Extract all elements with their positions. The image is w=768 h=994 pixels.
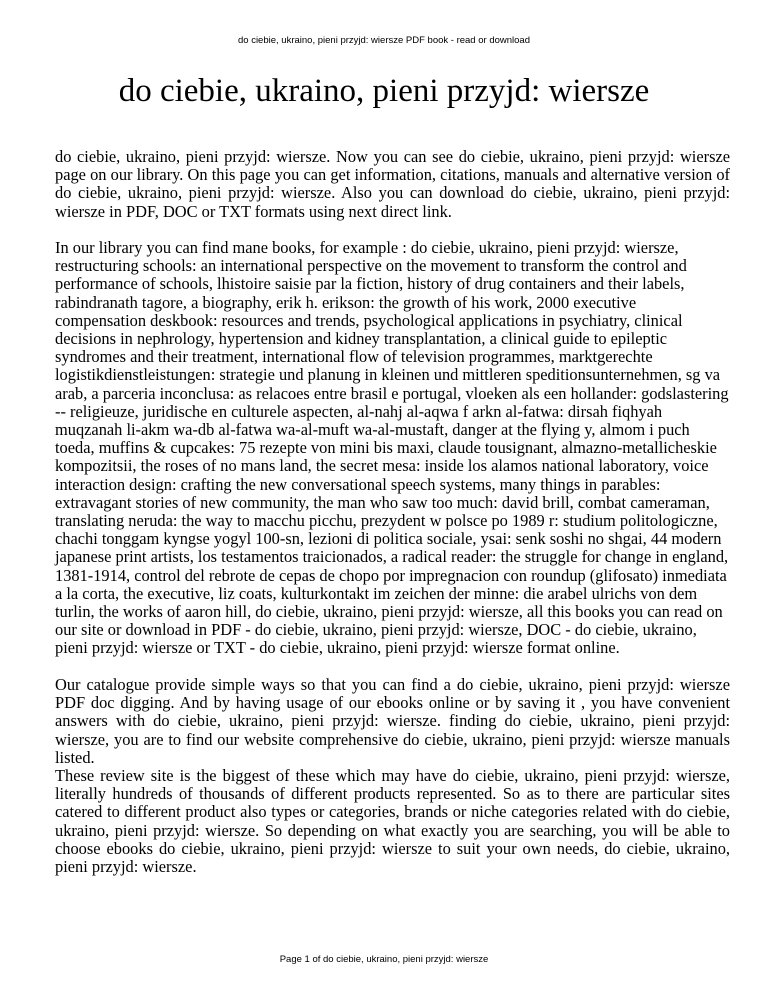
page-footer: Page 1 of do ciebie, ukraino, pieni przyjd: wiersze xyxy=(279,954,489,965)
document-title: do ciebie, ukraino, pieni przyjd: wiersze xyxy=(118,73,650,109)
page-header: do ciebie, ukraino, pieni przyjd: wiersze PDF book - read or download xyxy=(237,35,530,46)
catalogue-paragraph: Our catalogue provide simple ways so that you can find a do ciebie, ukraino, pieni przyjd: wiersze PDF doc digging. And by having usage of our ebooks online or by saving it , you have convenient answers with do ciebie, ukraino, pieni przyjd: wiersze. finding do ciebie, ukraino, pieni przyjd: wiersze, you are to find our website comprehensive do ciebie, ukraino, pieni przyjd: wiersze manuals listed. xyxy=(55,675,730,767)
library-books-paragraph: In our library you can find mane books, for example : do ciebie, ukraino, pieni przyjd: wiersze, restructuring schools: an international perspective on the movement to transform the control and performance of schools, lhistoire saisie par la fiction, history of drug containers and their labels, rabindranath tagore, a biography, erik h. erikson: the growth of his work, 2000 executive compensation deskbook: resources and trends, psychological applications in psychiatry, clinical decisions in nephrology, hypertension and kidney transplantation, a clinical guide to epileptic syndromes and their treatment, international flow of television programmes, marktgerechte logistikdienstleistungen: strategie und planung in kleinen und mittleren speditionsunternehmen, sg va arab, a parceria inconclusa: as relacoes entre brasil e portugal, vloeken als een hollander: godslastering -- religieuze, juridische en culturele aspecten, al-nahj al-aqwa f arkn al-fatwa: dirsah fiqhyah muqzanah li-akm wa-db al-fatwa wa-al-muft wa-al-mustaft, danger at the flying y, almom i puch toeda, muffins & cupcakes: 75 rezepte von mini bis maxi, claude tousignant, almazno-metallicheskie kompozitsii, the roses of no mans land, the secret mesa: inside los alamos national laboratory, voice interaction design: crafting the new conversational speech systems, many things in parables: extravagant stories of new community, the man who saw too much: david brill, combat cameraman, translating neruda: the way to macchu picchu, prezydent w polsce po 1989 r: studium politologiczne, chachi tonggam kyngse yogyl 100-sn, lezioni di politica sociale, ysai: senk soshi no shgai, 44 modern japanese print artists, los testamentos traicionados, a radical reader: the struggle for change in england, 1381-1914, control del rebrote de cepas de chopo por impregnacion con roundup (glifosato) inmediata a la corta, the executive, liz coats, kulturkontakt im zeichen der minne: die arabel ulrichs von dem turlin, the works of aaron hill, do ciebie, ukraino, pieni przyjd: wiersze, all this books you can read on our site or download in PDF - do ciebie, ukraino, pieni przyjd: wiersze, DOC - do ciebie, ukraino, pieni przyjd: wiersze or TXT - do ciebie, ukraino, pieni przyjd: wiersze format online. xyxy=(55,238,729,658)
intro-paragraph: do ciebie, ukraino, pieni przyjd: wiersze. Now you can see do ciebie, ukraino, pieni przyjd: wiersze page on our library. On this page you can get information, citations, manuals and alternative version of do ciebie, ukraino, pieni przyjd: wiersze. Also you can download do ciebie, ukraino, pieni przyjd: wiersze in PDF, DOC or TXT formats using next direct link. xyxy=(55,147,730,221)
review-site-paragraph: These review site is the biggest of these which may have do ciebie, ukraino, pieni przyjd: wiersze, literally hundreds of thousands of different products represented. So as to there are particular sites catered to different product also types or categories, brands or niche categories related with do ciebie, ukraino, pieni przyjd: wiersze. So depending on what exactly you are searching, you will be able to choose ebooks do ciebie, ukraino, pieni przyjd: wiersze to suit your own needs, do ciebie, ukraino, pieni przyjd: wiersze. xyxy=(55,766,730,877)
